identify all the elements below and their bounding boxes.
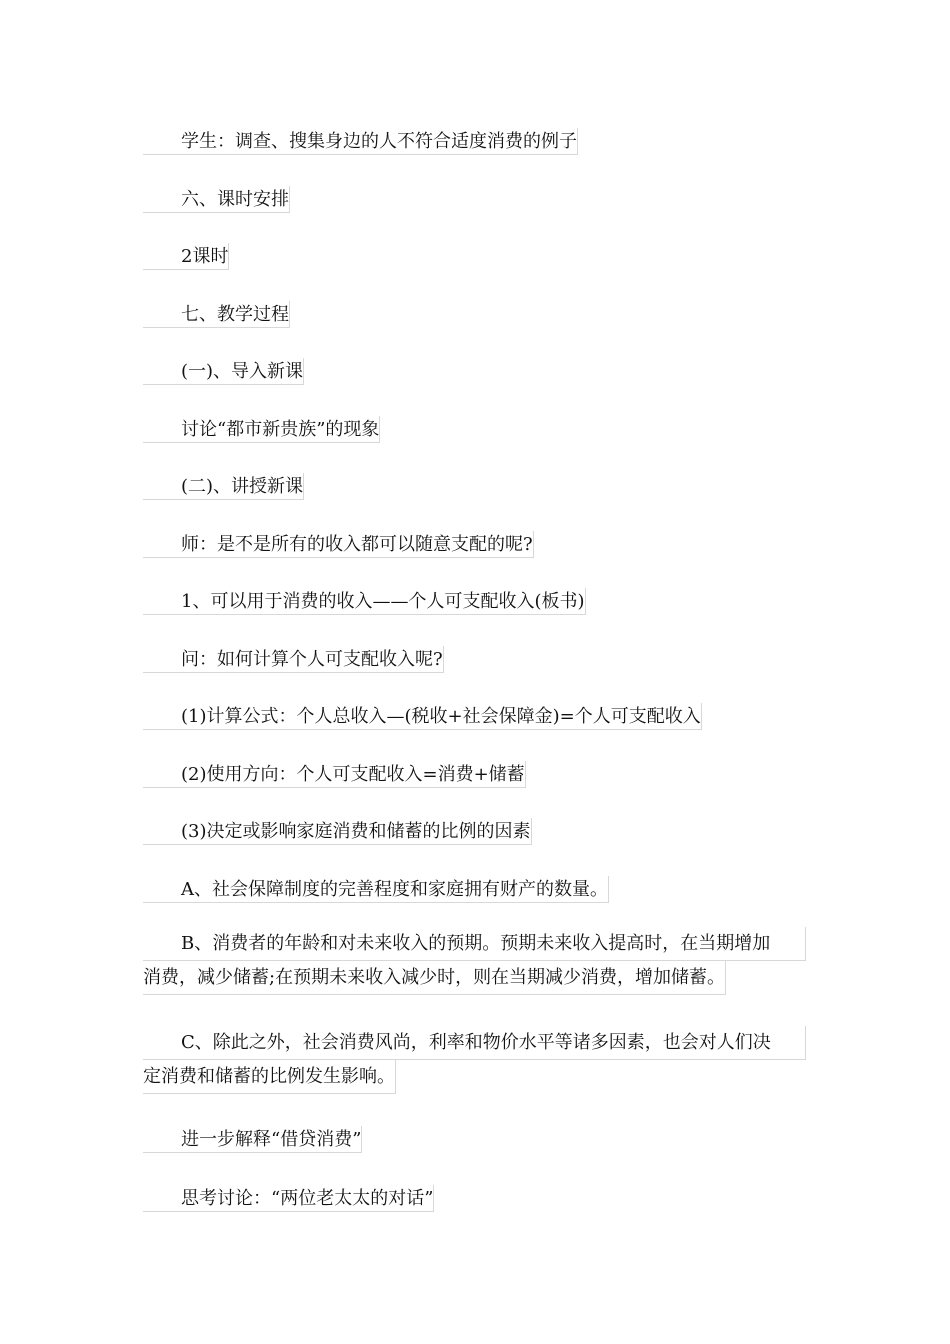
heading-process: 七、教学过程 [143, 301, 290, 328]
line-point-1: 1、可以用于消费的收入——个人可支配收入(板书) [143, 588, 586, 615]
line-formula: (1)计算公式：个人总收入—(税收+社会保障金)=个人可支配收入 [143, 703, 702, 730]
heading-new-lesson: (二)、讲授新课 [143, 473, 304, 500]
paragraph-factor-b-line2: 消费，减少储蓄;在预期未来收入减少时，则在当期减少消费，增加储蓄。 [143, 961, 726, 995]
line-discussion: 讨论“都市新贵族”的现象 [143, 416, 380, 443]
paragraph-factor-c-line2: 定消费和储蓄的比例发生影响。 [143, 1060, 396, 1094]
heading-intro: (一)、导入新课 [143, 358, 304, 385]
line-factors: (3)决定或影响家庭消费和储蓄的比例的因素 [143, 818, 532, 845]
line-hours: 2课时 [143, 243, 229, 270]
line-teacher-question: 师：是不是所有的收入都可以随意支配的呢? [143, 531, 534, 558]
line-student-task: 学生：调查、搜集身边的人不符合适度消费的例子 [143, 128, 578, 155]
line-question: 问：如何计算个人可支配收入呢? [143, 646, 444, 673]
paragraph-factor-b [143, 927, 806, 995]
paragraph-factor-b-line1: B、消费者的年龄和对未来收入的预期。预期未来收入提高时，在当期增加 [143, 927, 806, 961]
heading-schedule: 六、课时安排 [143, 186, 290, 213]
line-dialogue: 思考讨论：“两位老太太的对话” [143, 1185, 434, 1212]
paragraph-factor-c [143, 1026, 806, 1094]
line-usage: (2)使用方向：个人可支配收入=消费+储蓄 [143, 761, 526, 788]
paragraph-factor-c-line1: C、除此之外，社会消费风尚，利率和物价水平等诸多因素，也会对人们决 [143, 1026, 806, 1060]
line-borrowing: 进一步解释“借贷消费” [143, 1126, 362, 1153]
line-factor-a: A、社会保障制度的完善程度和家庭拥有财产的数量。 [143, 876, 609, 903]
